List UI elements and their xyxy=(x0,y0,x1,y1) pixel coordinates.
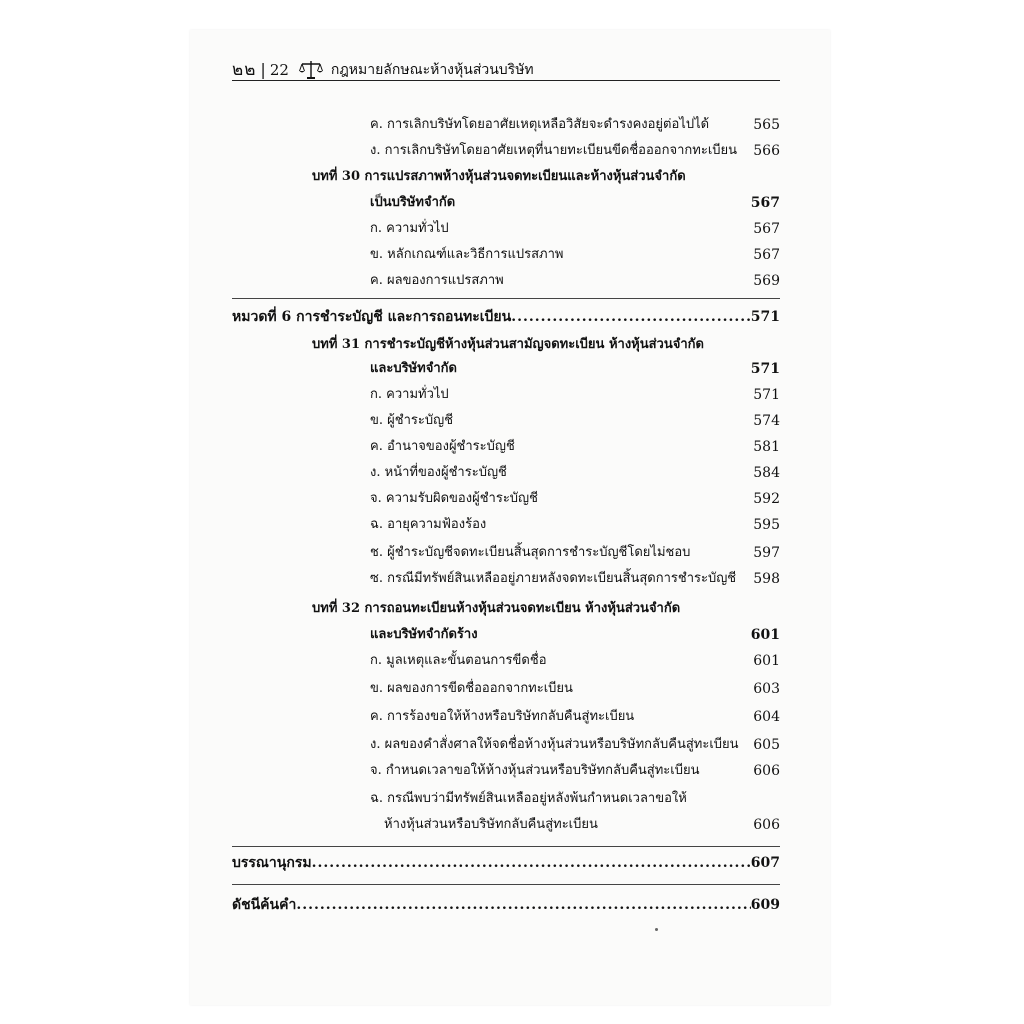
entry-letter: ข. xyxy=(370,247,384,262)
toc-entry xyxy=(370,218,449,240)
entry-title: ความรับผิดของผู้ชำระบัญชี xyxy=(385,491,538,506)
part-title: หมวดที่ 6 การชำระบัญชี และการถอนทะเบียน xyxy=(232,309,512,325)
entry-title: หน้าที่ของผู้ชำระบัญชี xyxy=(384,465,507,480)
entry-page: 601 xyxy=(753,653,780,669)
entry-page: 605 xyxy=(753,737,780,753)
part-entry xyxy=(232,306,780,328)
entry-page: 604 xyxy=(753,709,780,725)
entry-page: 597 xyxy=(753,545,780,561)
chapter-number: บทที่ 30 xyxy=(312,169,361,184)
toc-entry xyxy=(370,706,634,728)
entry-letter: ก. xyxy=(370,653,383,668)
entry-page: 603 xyxy=(753,681,780,697)
entry-title: ผลของคำสั่งศาลให้จดชื่อห้างหุ้นส่วนหรือบริษัทกลับคืนสู่ทะเบียน xyxy=(384,737,739,752)
header-rule xyxy=(232,80,780,81)
toc-entry xyxy=(370,650,547,672)
chapter-entry xyxy=(312,166,686,188)
entry-page: 571 xyxy=(753,387,780,403)
entry-title: กรณีมีทรัพย์สินเหลืออยู่ภายหลังจดทะเบียนสิ้นสุดการชำระบัญชี xyxy=(387,571,737,586)
entry-page: 607 xyxy=(750,855,780,871)
entry-letter: ฉ. xyxy=(370,517,383,532)
entry-title: การเลิกบริษัทโดยอาศัยเหตุที่นายทะเบียนขีดชื่อออกจากทะเบียน xyxy=(384,143,738,158)
section-divider xyxy=(232,298,780,299)
toc-entry xyxy=(370,678,573,700)
entry-page: 592 xyxy=(753,491,780,507)
entry-page: 609 xyxy=(750,897,780,913)
entry-letter: ง. xyxy=(370,737,381,752)
entry-title: การร้องขอให้ห้างหรือบริษัทกลับคืนสู่ทะเบียน xyxy=(386,709,635,724)
entry-title-continued: ห้างหุ้นส่วนหรือบริษัทกลับคืนสู่ทะเบียน xyxy=(384,817,598,832)
chapter-title: การแปรสภาพห้างหุ้นส่วนจดทะเบียนและห้างหุ้นส่วนจำกัด xyxy=(364,169,686,184)
entry-letter: ข. xyxy=(370,681,384,696)
entry-page: 567 xyxy=(750,195,780,211)
entry-title: การเลิกบริษัทโดยอาศัยเหตุเหลือวิสัยจะดำรงคงอยู่ต่อไปได้ xyxy=(386,117,710,132)
toc-entry xyxy=(370,760,699,782)
entry-title: ผู้ชำระบัญชีจดทะเบียนสิ้นสุดการชำระบัญชีโดยไม่ชอบ xyxy=(387,545,691,560)
chapter-title-continued: เป็นบริษัทจำกัด xyxy=(370,195,456,210)
toc-entry xyxy=(370,542,690,564)
entry-page: 565 xyxy=(753,117,780,133)
toc-entry xyxy=(370,514,486,536)
entry-letter: ง. xyxy=(370,465,381,480)
entry-letter: ค. xyxy=(370,709,383,724)
entry-title: มูลเหตุและขั้นตอนการขีดชื่อ xyxy=(386,653,547,668)
page-header xyxy=(232,56,534,83)
entry-page: 601 xyxy=(750,627,780,643)
entry-letter: ค. xyxy=(370,117,383,132)
index-entry xyxy=(232,894,780,916)
chapter-title: การถอนทะเบียนห้างหุ้นส่วนจดทะเบียน ห้างหุ้นส่วนจำกัด xyxy=(364,601,681,616)
chapter-title: การชำระบัญชีห้างหุ้นส่วนสามัญจดทะเบียน ห้างหุ้นส่วนจำกัด xyxy=(364,337,704,352)
entry-letter: จ. xyxy=(370,491,382,506)
entry-letter: ก. xyxy=(370,221,383,236)
entry-page: 606 xyxy=(753,817,780,833)
section-divider xyxy=(232,846,780,847)
toc-entry xyxy=(370,568,736,590)
entry-page: 569 xyxy=(753,273,780,289)
entry-title: อำนาจของผู้ชำระบัญชี xyxy=(386,439,515,454)
toc-entry xyxy=(370,788,687,810)
entry-title: ความทั่วไป xyxy=(386,387,449,402)
book-title: กฎหมายลักษณะห้างหุ้นส่วนบริษัท xyxy=(330,61,534,78)
page-number: 22 xyxy=(269,60,289,79)
toc-entry xyxy=(370,410,453,432)
dot-leader xyxy=(312,852,751,874)
entry-page: 567 xyxy=(753,247,780,263)
print-speck xyxy=(655,928,658,931)
entry-page: 595 xyxy=(753,517,780,533)
chapter-number: บทที่ 31 xyxy=(312,337,361,352)
bibliography-entry xyxy=(232,852,780,874)
entry-page: 567 xyxy=(753,221,780,237)
toc-entry xyxy=(370,244,563,266)
section-divider xyxy=(232,884,780,885)
entry-letter: ช. xyxy=(370,545,383,560)
entry-page: 581 xyxy=(753,439,780,455)
page-number-thai: ๒๒ xyxy=(232,60,257,80)
entry-page: 571 xyxy=(750,361,780,377)
entry-title: ผลของการแปรสภาพ xyxy=(386,273,504,288)
dot-leader xyxy=(296,894,750,916)
toc-entry xyxy=(370,270,504,292)
chapter-entry xyxy=(312,598,680,620)
chapter-number: บทที่ 32 xyxy=(312,601,361,616)
entry-letter: ค. xyxy=(370,273,383,288)
entry-page: 571 xyxy=(750,309,780,325)
scales-of-justice-icon xyxy=(299,60,323,80)
entry-title: กรณีพบว่ามีทรัพย์สินเหลืออยู่หลังพ้นกำหนดเวลาขอให้ xyxy=(387,791,687,806)
entry-title: ผู้ชำระบัญชี xyxy=(387,413,454,428)
part-title: ดัชนีค้นคำ xyxy=(232,897,297,913)
entry-page: 584 xyxy=(753,465,780,481)
entry-title: ความทั่วไป xyxy=(386,221,449,236)
toc-entry xyxy=(370,488,538,510)
toc-entry xyxy=(370,462,507,484)
entry-letter: ค. xyxy=(370,439,383,454)
toc-entry xyxy=(370,734,739,756)
dot-leader xyxy=(511,306,751,328)
entry-title: ผลของการขีดชื่อออกจากทะเบียน xyxy=(387,681,573,696)
toc-entry xyxy=(370,114,709,136)
entry-page: 598 xyxy=(753,571,780,587)
toc-entry xyxy=(370,436,515,458)
chapter-title-continued: และบริษัทจำกัด xyxy=(370,361,457,376)
entry-letter: ข. xyxy=(370,413,384,428)
chapter-entry xyxy=(312,334,704,356)
entry-letter: ก. xyxy=(370,387,383,402)
part-title: บรรณานุกรม xyxy=(232,855,312,871)
entry-letter: ซ. xyxy=(370,571,383,586)
entry-title: อายุความฟ้องร้อง xyxy=(387,517,487,532)
entry-title: กำหนดเวลาขอให้ห้างหุ้นส่วนหรือบริษัทกลับคืนสู่ทะเบียน xyxy=(385,763,700,778)
toc-entry xyxy=(370,140,737,162)
entry-letter: ฉ. xyxy=(370,791,383,806)
entry-page: 574 xyxy=(753,413,780,429)
chapter-title-continued: และบริษัทจำกัดร้าง xyxy=(370,627,478,642)
toc-entry xyxy=(370,384,449,406)
entry-page: 606 xyxy=(753,763,780,779)
entry-title: หลักเกณฑ์และวิธีการแปรสภาพ xyxy=(387,247,564,262)
header-separator: | xyxy=(260,60,266,79)
entry-letter: ง. xyxy=(370,143,381,158)
entry-letter: จ. xyxy=(370,763,382,778)
entry-page: 566 xyxy=(753,143,780,159)
